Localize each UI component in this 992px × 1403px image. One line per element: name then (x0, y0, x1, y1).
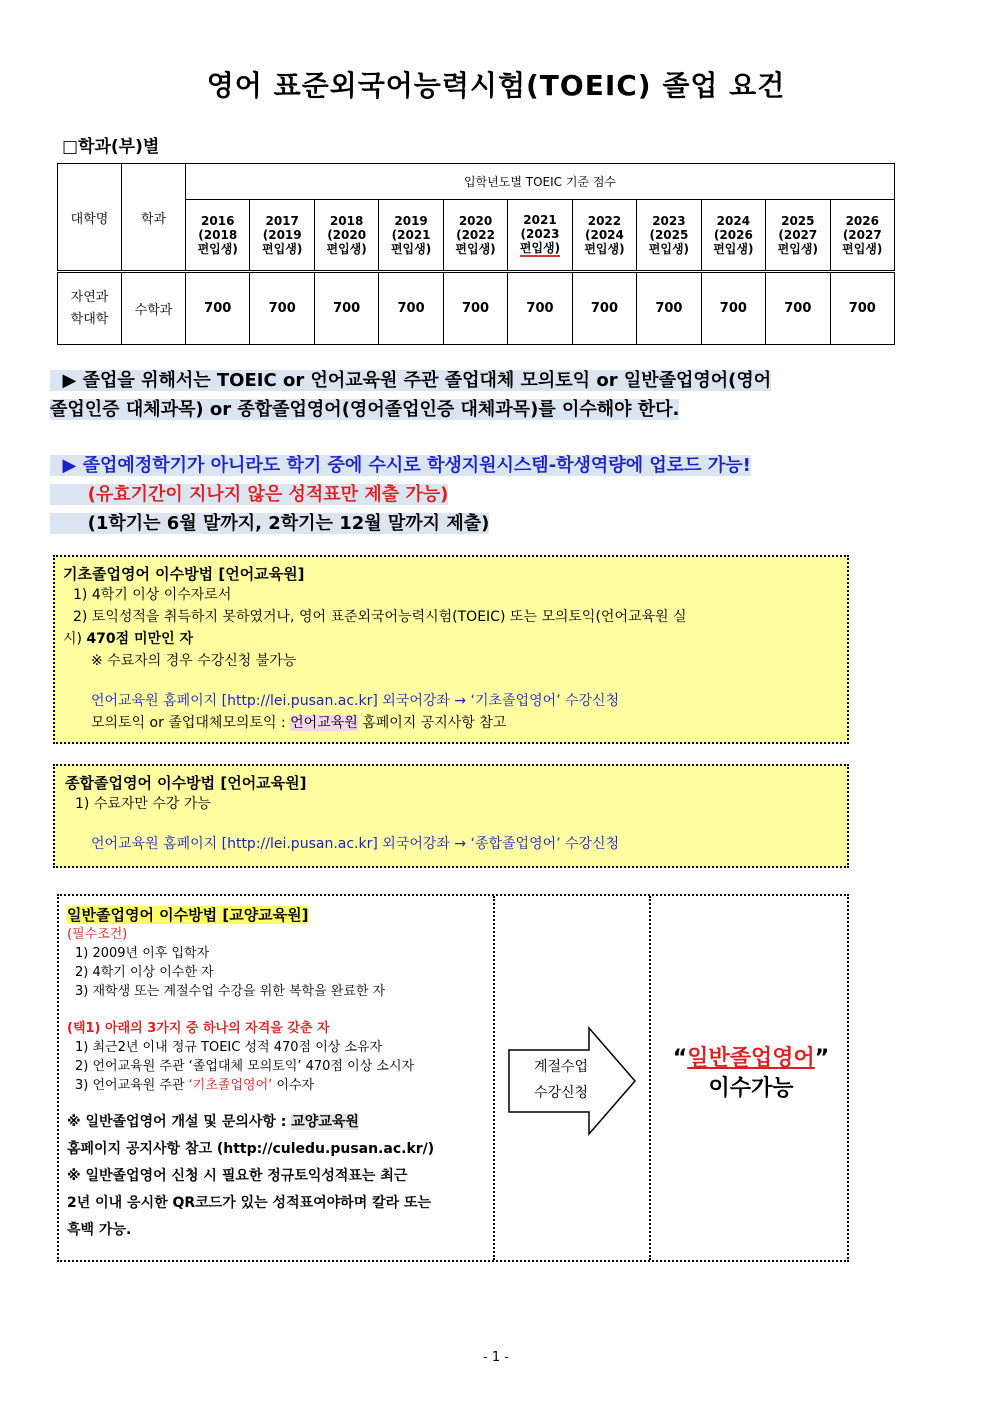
notice2-line1: ▶ 졸업예정학기가 아니라도 학기 중에 수시로 학생지원시스템-학생역량에 업로드 가능! (50, 455, 751, 476)
header-year-2016: 2016 (2018 편입생) (186, 200, 250, 272)
result-course-name: 일반졸업영어 (687, 1046, 815, 1071)
header-year-2025: 2025 (2027 편입생) (766, 200, 830, 272)
notice2-line2: (유효기간이 지나지 않은 성적표만 제출 가능) (50, 484, 448, 505)
score-cell: 700 (830, 272, 894, 345)
comprehensive-item1: 1) 수료자만 수강 가능 (75, 796, 211, 812)
panel-divider-2 (649, 896, 651, 1260)
notice1-line1: ▶ 졸업을 위해서는 TOEIC or 언어교육원 주관 졸업대체 모의토익 or 일반졸업영어(영어 (50, 370, 771, 391)
choice-label: (택1) 아래의 3가지 중 하나의 자격을 갖춘 자 (67, 1021, 330, 1036)
header-score-group: 입학년도별 TOEIC 기준 점수 (186, 164, 895, 200)
score-cell: 700 (701, 272, 765, 345)
required-label: (필수조건) (67, 927, 128, 942)
header-year-2020: 2020 (2022 편입생) (443, 200, 507, 272)
req1: 1) 2009년 이후 입학자 (75, 946, 210, 961)
notice1-line2: 졸업인증 대체과목) or 종합졸업영어(영어졸업인증 대체과목)를 이수해야 한다. (50, 399, 680, 420)
score-cell: 700 (250, 272, 314, 345)
score-cell: 700 (443, 272, 507, 345)
header-year-2023: 2023 (2025 편입생) (637, 200, 701, 272)
section-label: □학과(부)별 (62, 137, 160, 157)
score-cell: 700 (637, 272, 701, 345)
general-course-details (67, 904, 495, 1244)
score-cell: 700 (186, 272, 250, 345)
req2: 2) 4학기 이상 이수한 자 (75, 965, 214, 980)
basic-course-box (53, 555, 849, 744)
basic-mock-line: 모의토익 or 졸업대체모의토익 : 언어교육원 홈페이지 공지사항 참고 (91, 715, 507, 731)
notice2-line3: (1학기는 6월 말까지, 2학기는 12월 말까지 제출) (50, 513, 489, 534)
general-course-panel (57, 894, 849, 1262)
basic-item1: 1) 4학기 이상 이수자로서 (73, 587, 232, 603)
score-cell: 700 (508, 272, 572, 345)
comprehensive-link-line[interactable]: 언어교육원 홈페이지 [http://lei.pusan.ac.kr] 외국어강좌 → ‘종합졸업영어’ 수강신청 (91, 836, 620, 852)
req3: 3) 재학생 또는 계절수업 수강을 위한 복학을 완료한 자 (75, 984, 386, 999)
note-line3: 흑백 가능. (67, 1222, 132, 1238)
score-cell: 700 (572, 272, 636, 345)
document-title: 영어 표준외국어능력시험(TOEIC) 졸업 요건 (206, 69, 786, 102)
basic-item2b: 시) 470점 미만인 자 (63, 631, 194, 647)
header-year-2019: 2019 (2021 편입생) (379, 200, 443, 272)
basic-item2a: 2) 토익성적을 취득하지 못하였거나, 영어 표준외국어능력시험(TOEIC) 또는 모의토익(언어교육원 실 (73, 609, 687, 625)
notice-requirement (50, 366, 940, 424)
score-cell: 700 (766, 272, 830, 345)
note-line1: ※ 일반졸업영어 신청 시 필요한 정규토익성적표는 최근 (67, 1168, 408, 1184)
arrow-shape (507, 1026, 637, 1136)
university-line2: 학대학 (70, 311, 109, 327)
choice2: 2) 언어교육원 주관 ‘졸업대체 모의토익’ 470점 이상 소시자 (75, 1059, 415, 1074)
cell-department: 수학과 (122, 272, 186, 345)
basic-link-line[interactable]: 언어교육원 홈페이지 [http://lei.pusan.ac.kr] 외국어강좌 → ‘기초졸업영어’ 수강신청 (91, 693, 620, 709)
toeic-score-table (57, 163, 895, 345)
result-line2: 이수가능 (708, 1076, 794, 1101)
comprehensive-course-box (53, 764, 849, 868)
notice-upload (50, 451, 940, 538)
header-year-2018: 2018 (2020 편입생) (314, 200, 378, 272)
general-course-heading: 일반졸업영어 이수방법 [교양교육원] (67, 906, 309, 924)
score-cell: 700 (379, 272, 443, 345)
arrow-text: 계절수업 수강신청 (533, 1059, 589, 1101)
score-cell: 700 (314, 272, 378, 345)
header-year-2024: 2024 (2026 편입생) (701, 200, 765, 272)
comprehensive-course-heading: 종합졸업영어 이수방법 [언어교육원] (65, 774, 307, 792)
header-year-2021: 2021 (2023 편입생) (508, 200, 572, 272)
result-text: “일반졸업영어” 이수가능 (653, 1044, 849, 1104)
header-department: 학과 (122, 164, 186, 272)
choice3: 3) 언어교육원 주관 ‘기초졸업영어’ 이수자 (75, 1078, 315, 1093)
note-line2: 2년 이내 응시한 QR코드가 있는 성적표여야하며 칼라 또는 (67, 1195, 432, 1211)
university-line1: 자연과 (70, 289, 109, 305)
inquiry-line1: ※ 일반졸업영어 개설 및 문의사항 : 교양교육원 (67, 1114, 359, 1130)
header-year-2022: 2022 (2024 편입생) (572, 200, 636, 272)
header-year-2026: 2026 (2027 편입생) (830, 200, 894, 272)
choice1: 1) 최근2년 이내 정규 TOEIC 성적 470점 이상 소유자 (75, 1040, 383, 1055)
header-university: 대학명 (58, 164, 122, 272)
header-year-2017: 2017 (2019 편입생) (250, 200, 314, 272)
basic-note: ※ 수료자의 경우 수강신청 불가능 (91, 653, 297, 669)
basic-course-heading: 기초졸업영어 이수방법 [언어교육원] (63, 565, 305, 583)
page-number: - 1 - (483, 1350, 509, 1365)
inquiry-line2: 홈페이지 공지사항 참고 (http://culedu.pusan.ac.kr/) (67, 1141, 435, 1157)
cell-university (58, 272, 122, 345)
